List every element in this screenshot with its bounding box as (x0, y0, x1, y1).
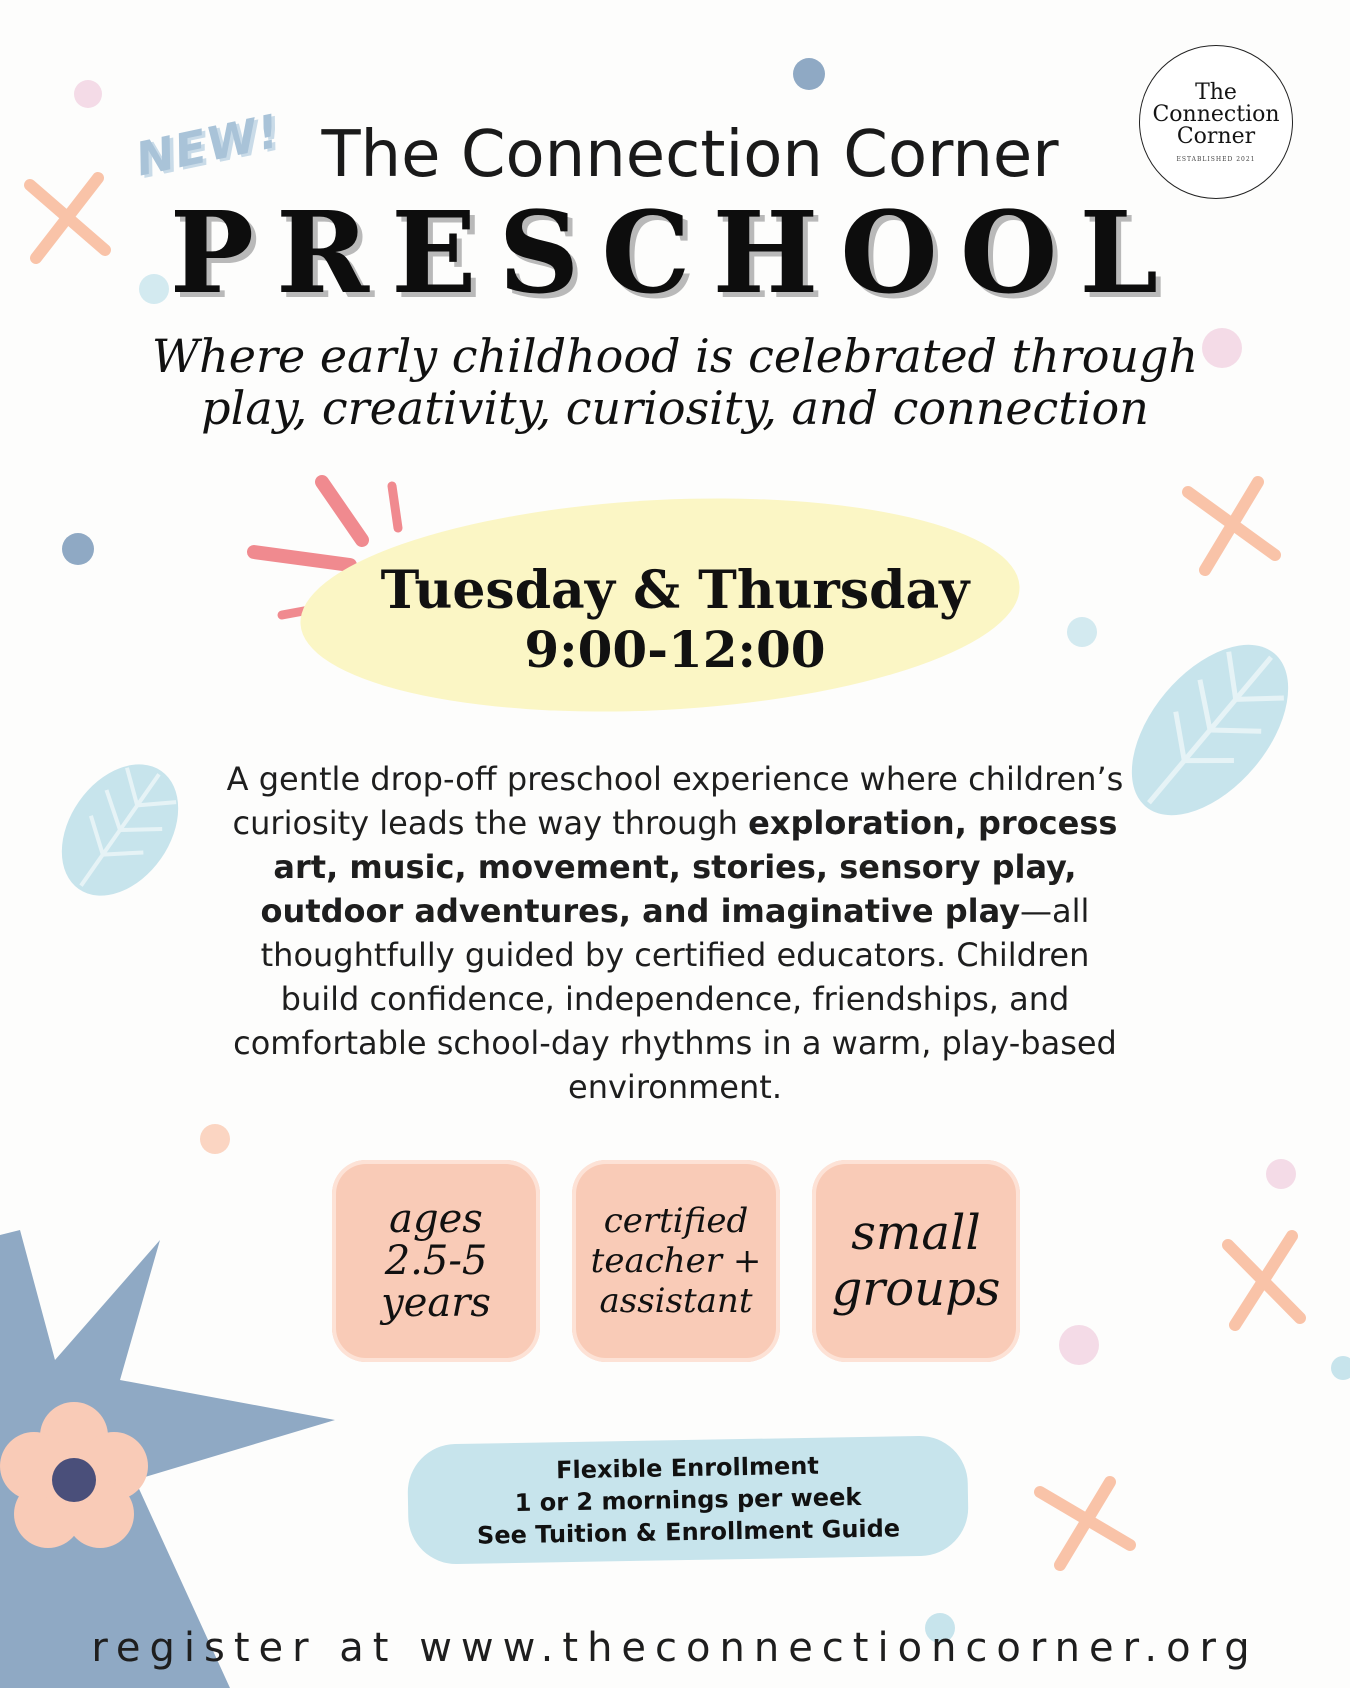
leaf-icon (38, 742, 203, 917)
tagline-line: Where early childhood is celebrated through (151, 329, 1199, 383)
decor-dot (1059, 1325, 1099, 1365)
tagline (0, 330, 1350, 434)
schedule-days: Tuesday & Thursday (380, 560, 970, 621)
new-badge: NEW! (130, 103, 285, 187)
page-title: PRESCHOOL (169, 188, 1181, 319)
feature-card-groups (812, 1160, 1020, 1362)
register-link[interactable]: register at www.theconnectioncorner.org (91, 1625, 1259, 1671)
description-highlight: exploration, process art, music, movement, stories, sensory play, outdoor adventures, and imaginative play (260, 804, 1118, 930)
description-text: —all thoughtfully guided by certified educators. Children build confidence, independence, friendships, and comfortable school-day rhythms in a warm, play-based environment. (233, 892, 1117, 1106)
brand-title: The Connection Corner (321, 118, 1059, 192)
tagline-line: play, creativity, curiosity, and connection (201, 381, 1149, 435)
decor-dot (1331, 1356, 1350, 1380)
sparkle-icon (1228, 1236, 1300, 1325)
description (225, 757, 1125, 1109)
schedule-time: 9:00-12:00 (524, 620, 826, 679)
feature-card-teachers (572, 1160, 780, 1362)
logo-established: ESTABLISHED 2021 (1176, 155, 1256, 163)
enrollment-line: Flexible Enrollment (555, 1451, 820, 1485)
logo-line: Connection (1152, 101, 1280, 127)
decor-dot (793, 58, 825, 90)
feature-card-ages (332, 1160, 540, 1362)
decor-dot (1266, 1159, 1296, 1189)
sparkle-icon (1188, 482, 1275, 570)
sparkle-icon (1040, 1482, 1130, 1565)
feature-label: small groups (831, 1205, 1001, 1317)
enrollment-line: 1 or 2 mornings per week (514, 1482, 862, 1518)
logo-line: Corner (1176, 123, 1256, 149)
logo-line: The (1195, 79, 1237, 105)
decor-dot (74, 80, 102, 108)
description-text: A gentle drop-off preschool experience where children’s curiosity leads the way through (226, 760, 1124, 842)
feature-label: certified teacher + assistant (590, 1201, 762, 1321)
enrollment-box (407, 1435, 969, 1565)
decor-dot (200, 1124, 230, 1154)
feature-label: ages 2.5-5 years (381, 1196, 491, 1326)
enrollment-line: See Tuition & Enrollment Guide (476, 1514, 901, 1550)
